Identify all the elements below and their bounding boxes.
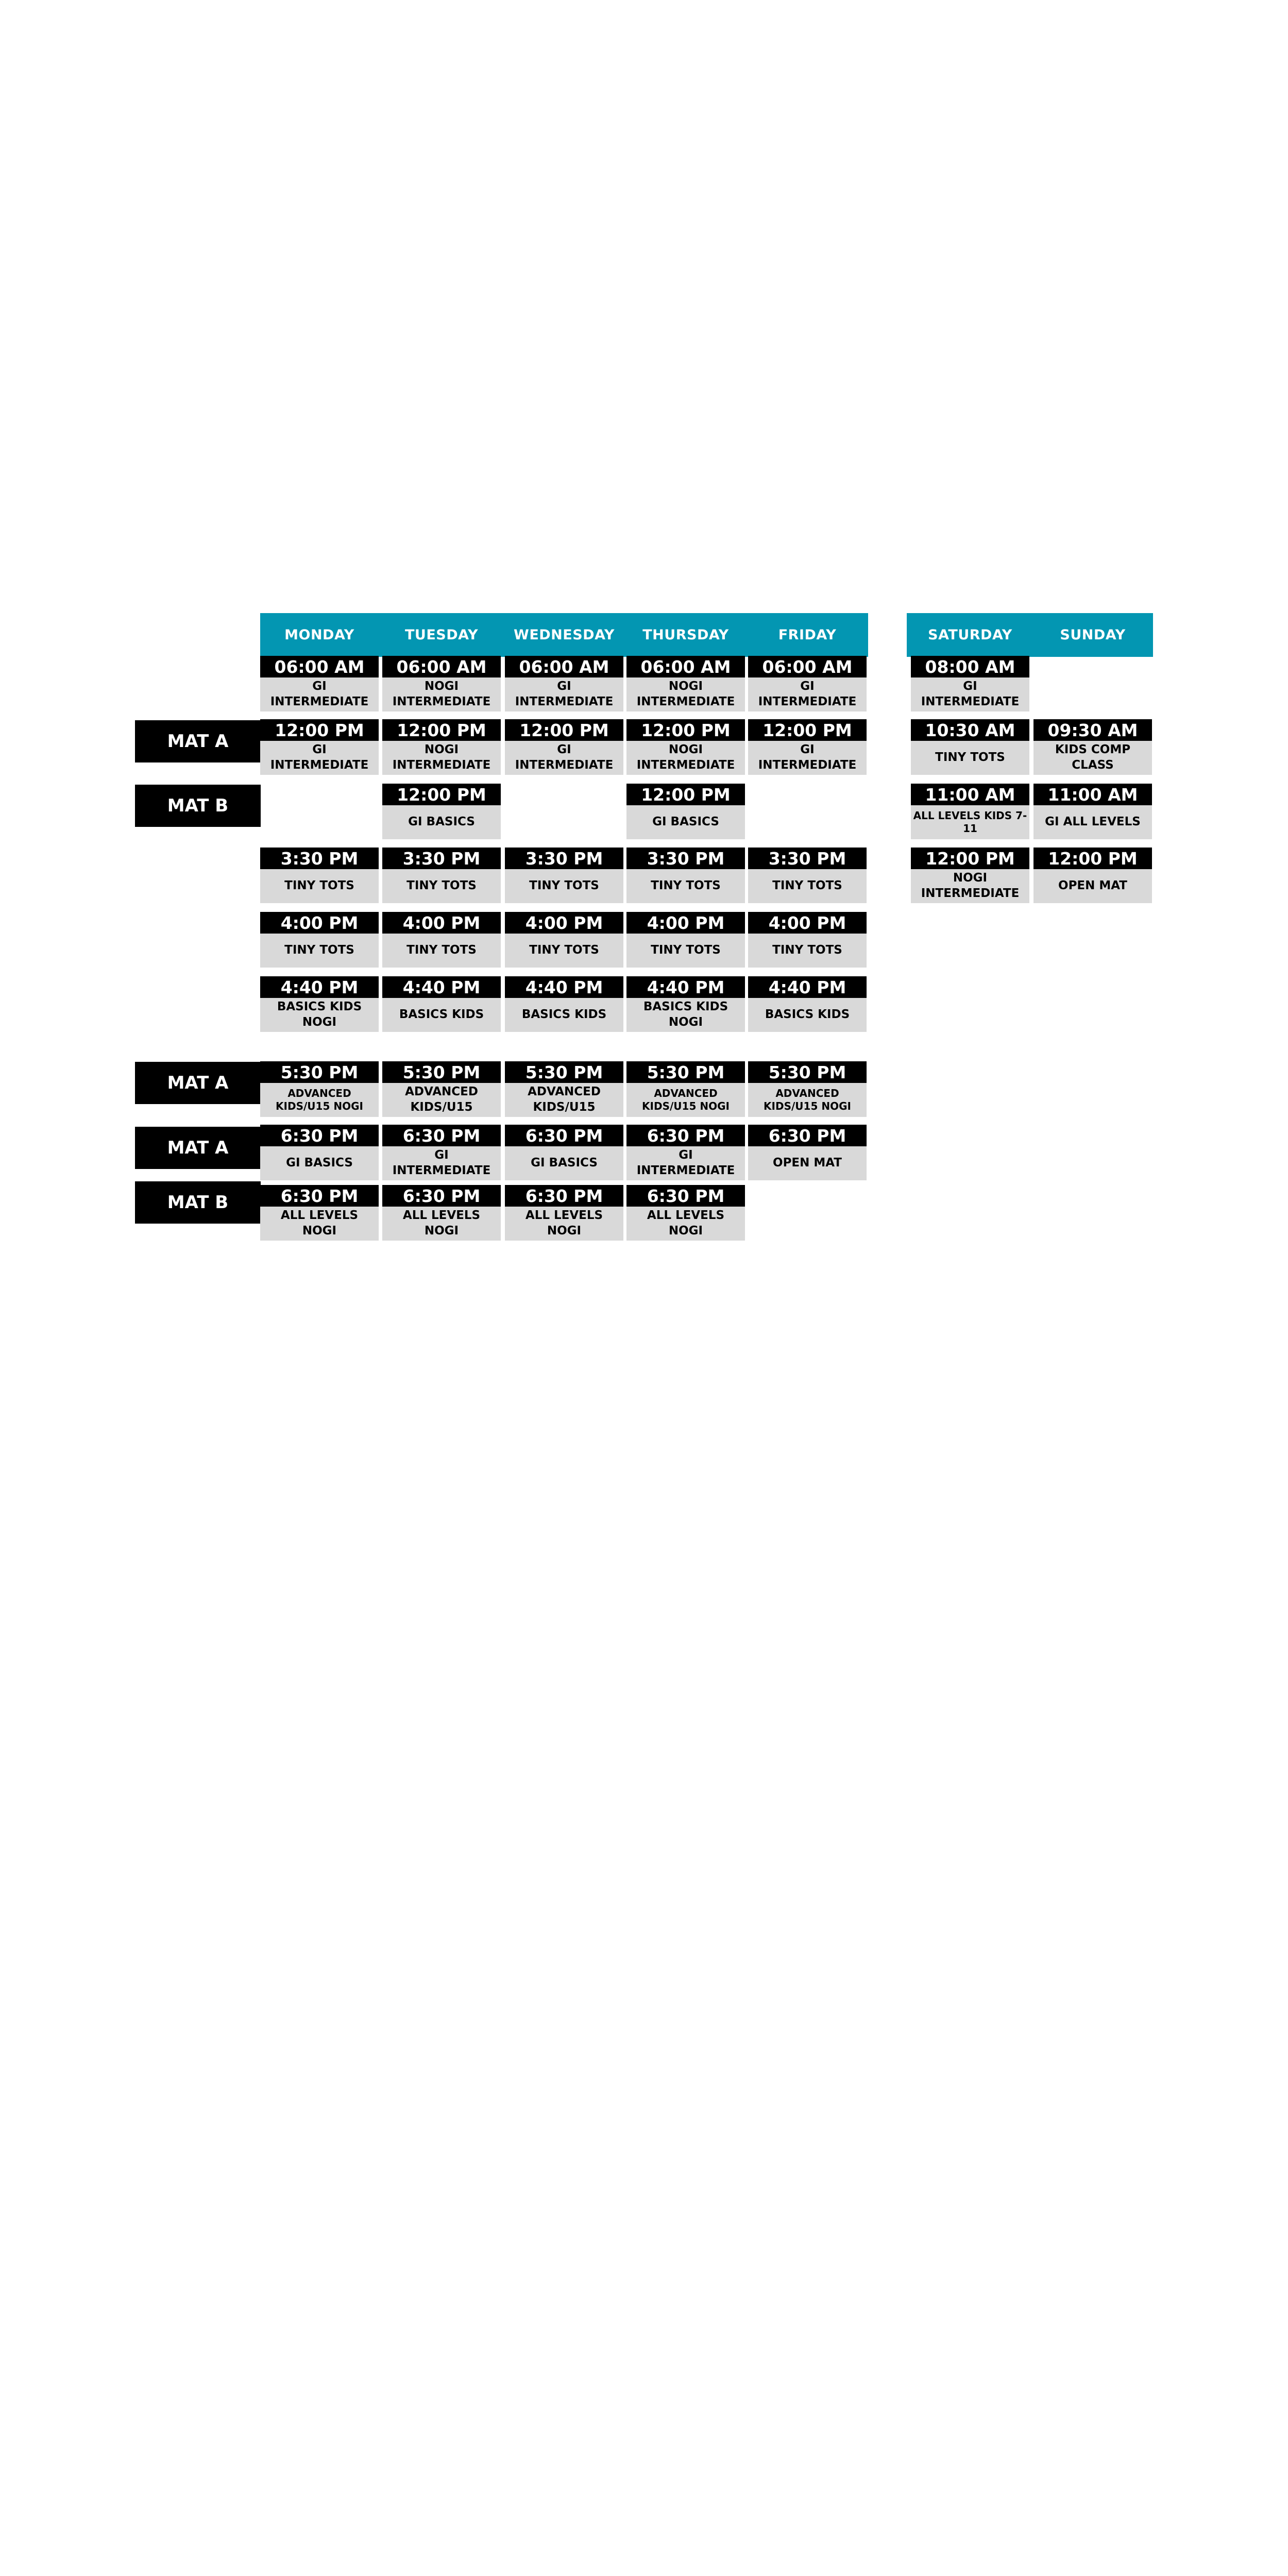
class-slot-thursday[interactable]	[626, 656, 745, 711]
class-slot-monday[interactable]	[260, 1185, 379, 1241]
day-header-sunday: SUNDAY	[1060, 627, 1126, 643]
class-slot-tuesday[interactable]	[382, 848, 501, 903]
slot-class: GI INTERMEDIATE	[260, 741, 379, 775]
slot-class: GI BASICS	[626, 805, 745, 839]
slot-class: GI BASICS	[505, 1146, 623, 1180]
slot-time: 09:30 AM	[1033, 719, 1152, 741]
slot-time: 11:00 AM	[1033, 784, 1152, 805]
class-slot-monday[interactable]	[260, 912, 379, 968]
slot-class: BASICS KIDS	[748, 998, 867, 1032]
slot-time: 4:40 PM	[382, 976, 501, 998]
slot-class: TINY TOTS	[911, 741, 1029, 775]
slot-time: 6:30 PM	[626, 1125, 745, 1146]
slot-time: 12:00 PM	[748, 719, 867, 741]
slot-class: GI BASICS	[382, 805, 501, 839]
slot-time: 3:30 PM	[505, 848, 623, 869]
class-slot-wednesday[interactable]	[505, 848, 623, 903]
day-header-monday: MONDAY	[284, 627, 354, 643]
slot-class: TINY TOTS	[382, 869, 501, 903]
class-slot-friday[interactable]	[748, 1125, 867, 1180]
class-slot-thursday[interactable]	[626, 784, 745, 839]
slot-class: TINY TOTS	[748, 934, 867, 968]
slot-class: TINY TOTS	[626, 869, 745, 903]
class-slot-tuesday[interactable]	[382, 719, 501, 775]
slot-time: 5:30 PM	[748, 1061, 867, 1083]
slot-time: 3:30 PM	[382, 848, 501, 869]
slot-class: GI INTERMEDIATE	[626, 1146, 745, 1180]
class-slot-thursday[interactable]	[626, 1185, 745, 1241]
weekend-header	[907, 613, 1153, 657]
slot-time: 06:00 AM	[382, 656, 501, 677]
slot-class: NOGI INTERMEDIATE	[626, 741, 745, 775]
slot-class: ADVANCED KIDS/U15 NOGI	[748, 1083, 867, 1117]
slot-class: ALL LEVELS NOGI	[626, 1207, 745, 1241]
class-slot-friday[interactable]	[748, 656, 867, 711]
slot-time: 6:30 PM	[505, 1185, 623, 1207]
slot-class: ADVANCED KIDS/U15	[505, 1083, 623, 1117]
slot-time: 12:00 PM	[626, 784, 745, 805]
slot-time: 06:00 AM	[505, 656, 623, 677]
slot-time: 6:30 PM	[748, 1125, 867, 1146]
slot-class: ALL LEVELS NOGI	[505, 1207, 623, 1241]
mat-label-mat-a: MAT A	[135, 720, 261, 762]
slot-time: 6:30 PM	[382, 1125, 501, 1146]
slot-class: GI INTERMEDIATE	[748, 741, 867, 775]
class-slot-wednesday[interactable]	[505, 976, 623, 1032]
slot-time: 6:30 PM	[382, 1185, 501, 1207]
slot-time: 4:40 PM	[748, 976, 867, 998]
mat-label-mat-a: MAT A	[135, 1062, 261, 1104]
slot-class: TINY TOTS	[505, 869, 623, 903]
slot-time: 12:00 PM	[382, 784, 501, 805]
slot-class: GI INTERMEDIATE	[382, 1146, 501, 1180]
class-slot-tuesday[interactable]	[382, 784, 501, 839]
day-header-tuesday: TUESDAY	[404, 627, 478, 643]
slot-class: ALL LEVELS NOGI	[382, 1207, 501, 1241]
slot-time: 4:00 PM	[748, 912, 867, 934]
slot-time: 3:30 PM	[626, 848, 745, 869]
slot-time: 6:30 PM	[260, 1185, 379, 1207]
slot-class: OPEN MAT	[1033, 869, 1152, 903]
slot-time: 4:00 PM	[626, 912, 745, 934]
day-header-wednesday: WEDNESDAY	[514, 627, 615, 643]
slot-class: TINY TOTS	[505, 934, 623, 968]
class-slot-wednesday[interactable]	[505, 1185, 623, 1241]
class-slot-sunday[interactable]	[1033, 719, 1152, 775]
slot-time: 3:30 PM	[748, 848, 867, 869]
slot-class: TINY TOTS	[260, 869, 379, 903]
slot-time: 3:30 PM	[260, 848, 379, 869]
slot-time: 4:40 PM	[626, 976, 745, 998]
day-header-saturday: SATURDAY	[928, 627, 1012, 643]
slot-time: 6:30 PM	[260, 1125, 379, 1146]
slot-time: 11:00 AM	[911, 784, 1029, 805]
class-slot-tuesday[interactable]	[382, 912, 501, 968]
day-header-thursday: THURSDAY	[642, 627, 729, 643]
slot-time: 4:00 PM	[260, 912, 379, 934]
class-slot-friday[interactable]	[748, 912, 867, 968]
class-slot-saturday[interactable]	[911, 848, 1029, 903]
class-slot-saturday[interactable]	[911, 784, 1029, 839]
slot-time: 6:30 PM	[505, 1125, 623, 1146]
slot-time: 6:30 PM	[626, 1185, 745, 1207]
slot-class: BASICS KIDS	[505, 998, 623, 1032]
slot-time: 06:00 AM	[260, 656, 379, 677]
mat-label-mat-b: MAT B	[135, 785, 261, 827]
slot-time: 12:00 PM	[911, 848, 1029, 869]
slot-time: 4:00 PM	[505, 912, 623, 934]
class-slot-wednesday[interactable]	[505, 1125, 623, 1180]
mat-label-mat-a: MAT A	[135, 1127, 261, 1169]
weekday-header	[260, 613, 868, 657]
slot-class: GI INTERMEDIATE	[260, 677, 379, 711]
class-slot-monday[interactable]	[260, 719, 379, 775]
slot-class: GI ALL LEVELS	[1033, 805, 1152, 839]
class-slot-thursday[interactable]	[626, 912, 745, 968]
class-slot-thursday[interactable]	[626, 719, 745, 775]
slot-time: 10:30 AM	[911, 719, 1029, 741]
slot-class: ALL LEVELS KIDS 7-11	[911, 805, 1029, 839]
slot-time: 12:00 PM	[626, 719, 745, 741]
slot-class: ADVANCED KIDS/U15 NOGI	[626, 1083, 745, 1117]
class-slot-monday[interactable]	[260, 848, 379, 903]
slot-time: 06:00 AM	[748, 656, 867, 677]
class-slot-monday[interactable]	[260, 976, 379, 1032]
class-slot-thursday[interactable]	[626, 1061, 745, 1117]
mat-label-mat-b: MAT B	[135, 1181, 261, 1224]
slot-time: 5:30 PM	[260, 1061, 379, 1083]
class-slot-saturday[interactable]	[911, 719, 1029, 775]
class-slot-wednesday[interactable]	[505, 1061, 623, 1117]
slot-time: 08:00 AM	[911, 656, 1029, 677]
slot-class: GI INTERMEDIATE	[505, 677, 623, 711]
slot-class: ALL LEVELS NOGI	[260, 1207, 379, 1241]
slot-class: TINY TOTS	[748, 869, 867, 903]
slot-time: 12:00 PM	[260, 719, 379, 741]
class-slot-thursday[interactable]	[626, 1125, 745, 1180]
slot-class: NOGI INTERMEDIATE	[911, 869, 1029, 903]
class-slot-sunday[interactable]	[1033, 848, 1152, 903]
slot-time: 12:00 PM	[505, 719, 623, 741]
slot-time: 5:30 PM	[382, 1061, 501, 1083]
class-slot-thursday[interactable]	[626, 976, 745, 1032]
class-slot-monday[interactable]	[260, 1125, 379, 1180]
class-slot-tuesday[interactable]	[382, 1125, 501, 1180]
slot-class: KIDS COMP CLASS	[1033, 741, 1152, 775]
slot-time: 06:00 AM	[626, 656, 745, 677]
slot-class: NOGI INTERMEDIATE	[382, 741, 501, 775]
slot-class: NOGI INTERMEDIATE	[382, 677, 501, 711]
class-slot-wednesday[interactable]	[505, 656, 623, 711]
class-slot-tuesday[interactable]	[382, 976, 501, 1032]
class-slot-wednesday[interactable]	[505, 912, 623, 968]
slot-class: TINY TOTS	[260, 934, 379, 968]
class-slot-wednesday[interactable]	[505, 719, 623, 775]
slot-class: GI INTERMEDIATE	[911, 677, 1029, 711]
day-header-friday: FRIDAY	[778, 627, 837, 643]
slot-class: NOGI INTERMEDIATE	[626, 677, 745, 711]
slot-class: GI BASICS	[260, 1146, 379, 1180]
class-slot-tuesday[interactable]	[382, 656, 501, 711]
class-slot-friday[interactable]	[748, 976, 867, 1032]
class-slot-sunday[interactable]	[1033, 784, 1152, 839]
class-slot-tuesday[interactable]	[382, 1185, 501, 1241]
slot-time: 4:40 PM	[260, 976, 379, 998]
slot-class: GI INTERMEDIATE	[748, 677, 867, 711]
slot-class: BASICS KIDS	[382, 998, 501, 1032]
class-slot-friday[interactable]	[748, 848, 867, 903]
class-slot-tuesday[interactable]	[382, 1061, 501, 1117]
class-slot-friday[interactable]	[748, 719, 867, 775]
slot-class: BASICS KIDS NOGI	[260, 998, 379, 1032]
slot-time: 12:00 PM	[382, 719, 501, 741]
slot-class: ADVANCED KIDS/U15	[382, 1083, 501, 1117]
slot-class: BASICS KIDS NOGI	[626, 998, 745, 1032]
slot-time: 5:30 PM	[505, 1061, 623, 1083]
slot-time: 5:30 PM	[626, 1061, 745, 1083]
slot-class: TINY TOTS	[382, 934, 501, 968]
slot-class: TINY TOTS	[626, 934, 745, 968]
slot-class: GI INTERMEDIATE	[505, 741, 623, 775]
class-slot-monday[interactable]	[260, 1061, 379, 1117]
slot-class: ADVANCED KIDS/U15 NOGI	[260, 1083, 379, 1117]
class-slot-thursday[interactable]	[626, 848, 745, 903]
class-slot-monday[interactable]	[260, 656, 379, 711]
slot-time: 4:00 PM	[382, 912, 501, 934]
class-slot-friday[interactable]	[748, 1061, 867, 1117]
slot-time: 4:40 PM	[505, 976, 623, 998]
slot-class: OPEN MAT	[748, 1146, 867, 1180]
class-slot-saturday[interactable]	[911, 656, 1029, 711]
slot-time: 12:00 PM	[1033, 848, 1152, 869]
